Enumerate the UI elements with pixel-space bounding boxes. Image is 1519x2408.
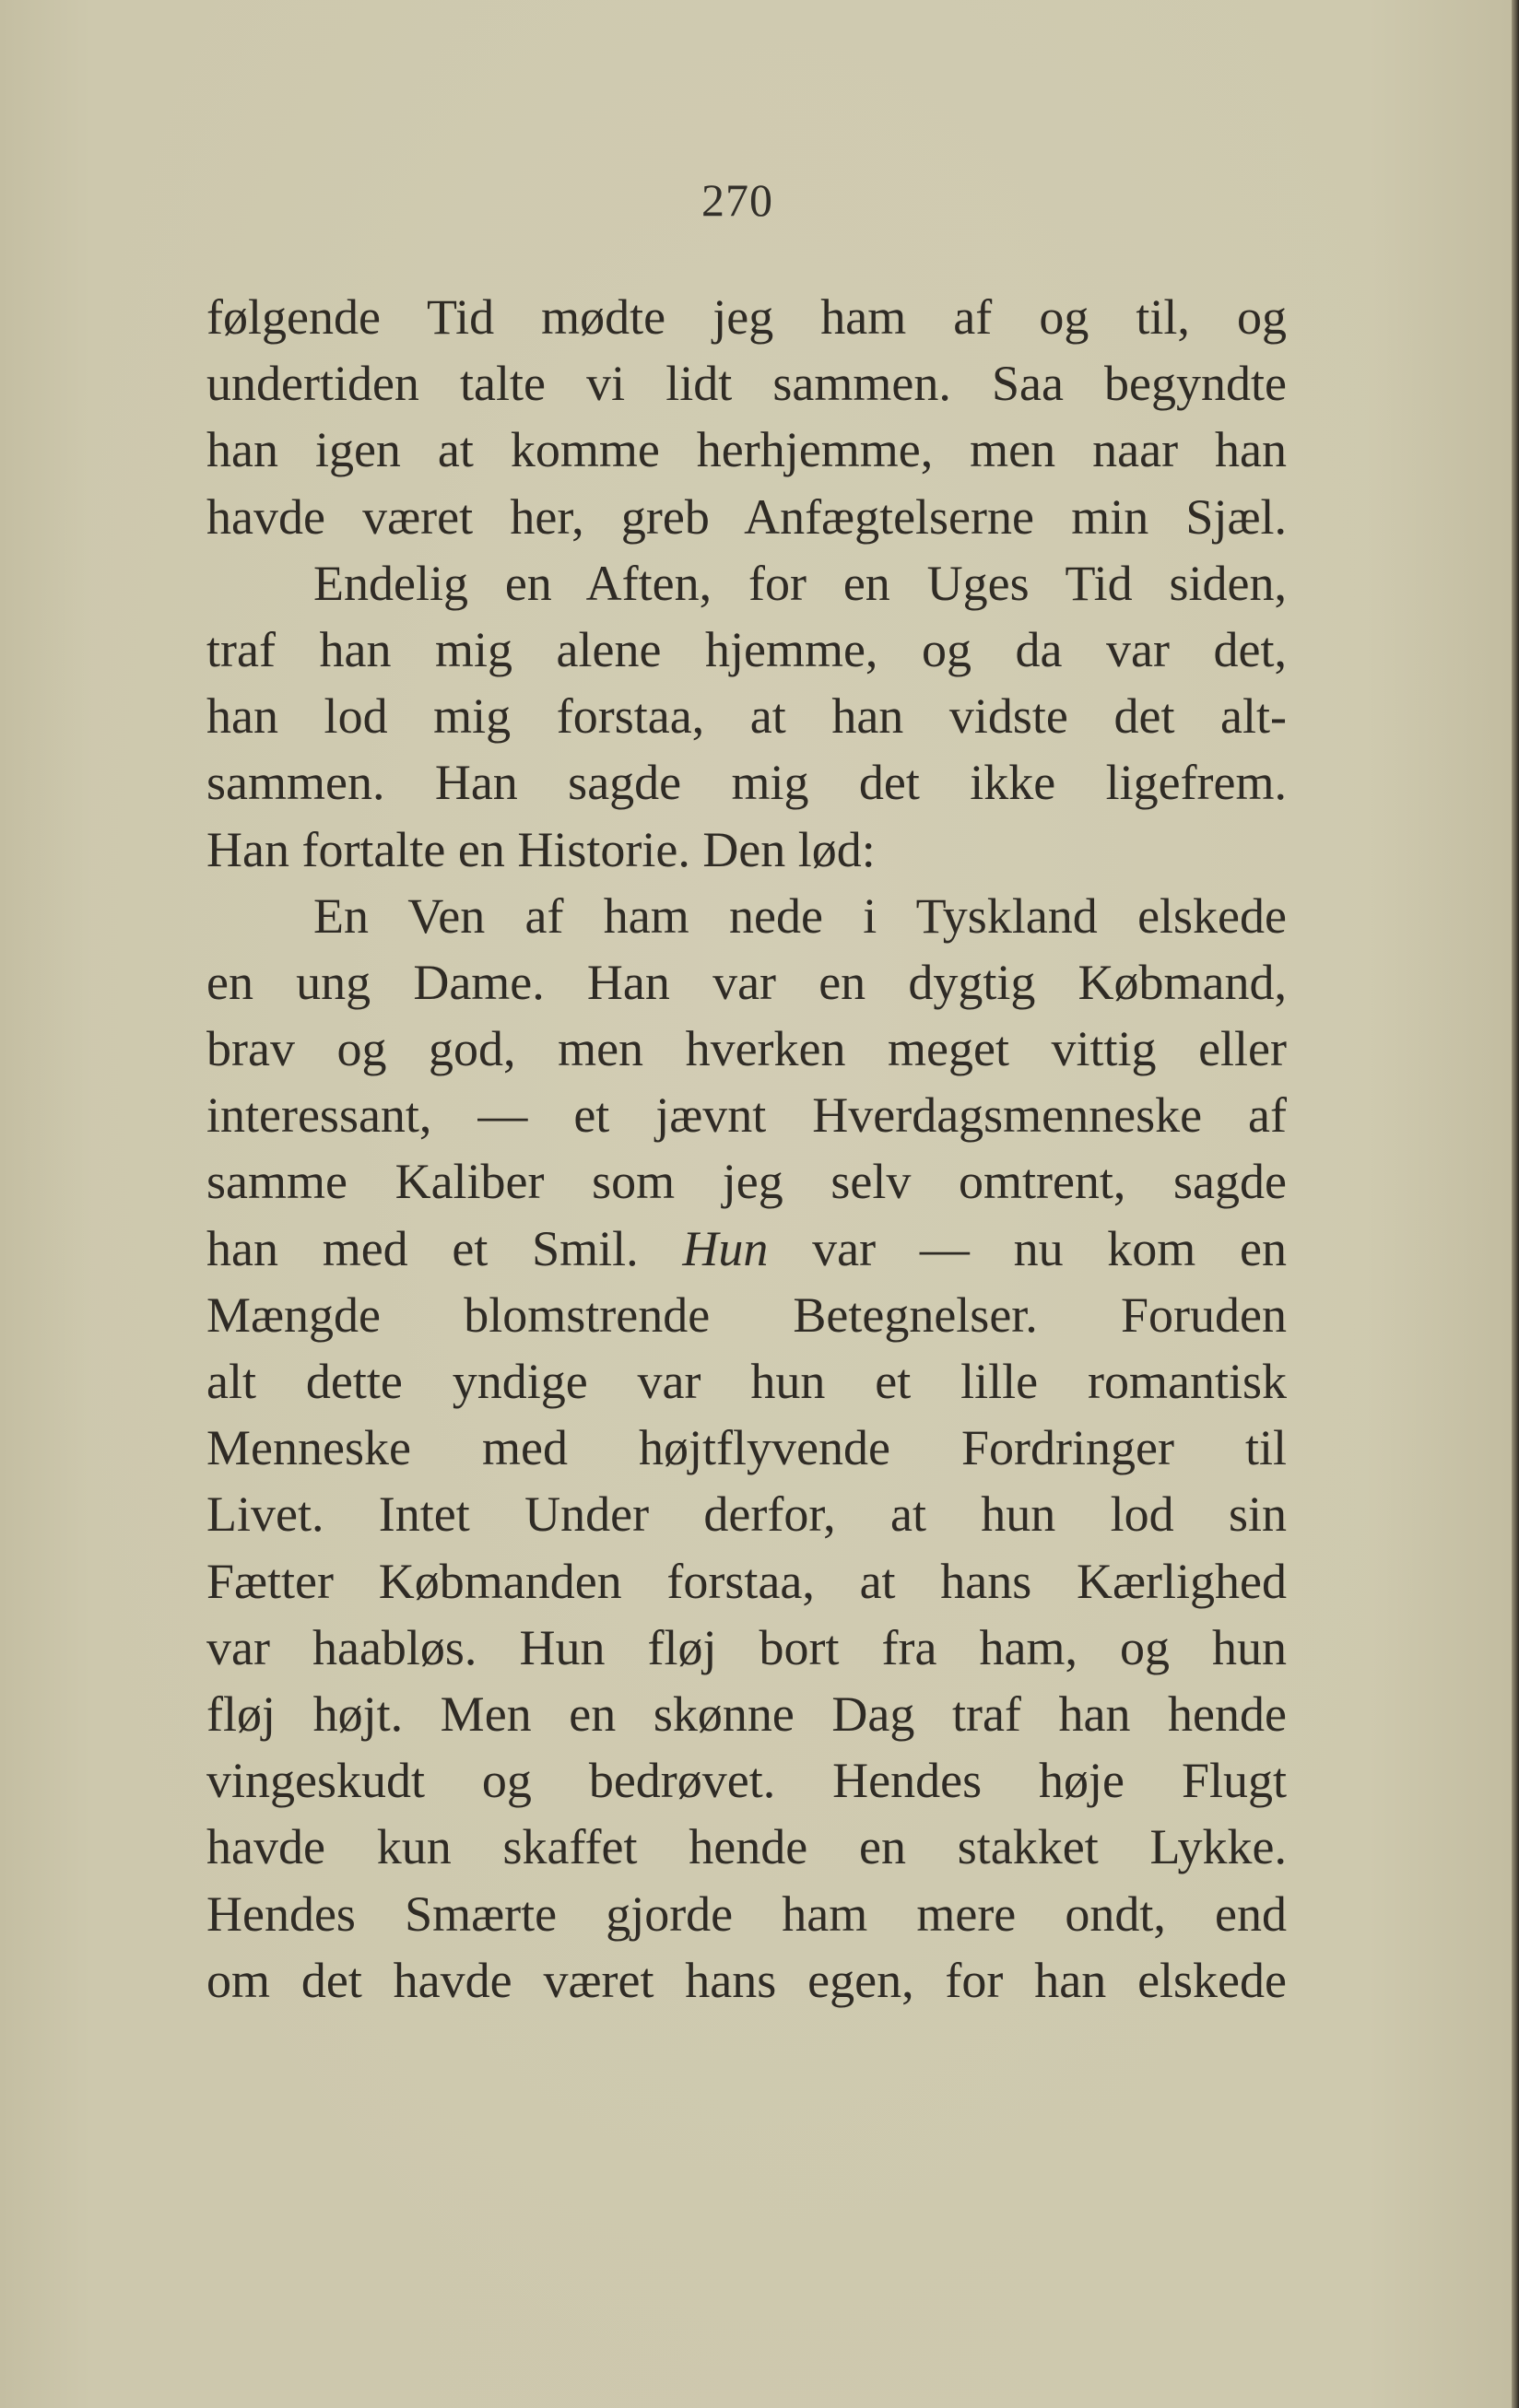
text-line: brav og god, men hverken meget vittig eller [206, 1021, 1287, 1077]
text-line: interessant, — et jævnt Hverdagsmenneske af [206, 1087, 1287, 1144]
text-line: følgende Tid mødte jeg ham af og til, og [206, 289, 1287, 345]
text-line: alt dette yndige var hun et lille romantisk [206, 1354, 1287, 1409]
page-edge [1512, 0, 1519, 2408]
body-text [206, 284, 1287, 2014]
text-line: Mængde blomstrende Betegnelser. Foruden [206, 1286, 1287, 1343]
text-line: samme Kaliber som jeg selv omtrent, sagde [206, 1154, 1287, 1210]
text-line: han igen at komme herhjemme, men naar han [206, 422, 1287, 478]
text-line: en ung Dame. Han var en dygtig Købmand, [206, 954, 1287, 1010]
text-line: havde kun skaffet hende en stakket Lykke. [206, 1819, 1287, 1875]
text-line: traf han mig alene hjemme, og da var det, [206, 621, 1287, 677]
text-line: fløj højt. Men en skønne Dag traf han hende [206, 1686, 1287, 1742]
text-line: var haabløs. Hun fløj bort fra ham, og hun [206, 1619, 1287, 1675]
text-segment: han med et Smil. [206, 1220, 683, 1276]
text-line: vingeskudt og bedrøvet. Hendes høje Flugt [206, 1753, 1287, 1809]
text-line: sammen. Han sagde mig det ikke ligefrem. [206, 755, 1287, 811]
text-line: Livet. Intet Under derfor, at hun lod sin [206, 1486, 1287, 1543]
text-line: om det havde været hans egen, for han elskede [206, 1952, 1287, 2008]
text-line: undertiden talte vi lidt sammen. Saa begyndte [206, 356, 1287, 412]
text-segment: var — nu kom en [768, 1220, 1287, 1276]
text-line: han lod mig forstaa, at han vidste det alt- [206, 688, 1287, 745]
text-line: Menneske med højtflyvende Fordringer til [206, 1420, 1287, 1476]
text-line: Fætter Købmanden forstaa, at hans Kærlighed [206, 1553, 1287, 1609]
page-number: 270 [701, 174, 773, 226]
italic-word: Hun [682, 1220, 769, 1276]
text-line: Endelig en Aften, for en Uges Tid siden, [313, 555, 1287, 611]
text-line: havde været her, greb Anfægtelserne min Sjæl. [206, 488, 1287, 545]
text-line: Han fortalte en Historie. Den lød: [206, 821, 876, 877]
text-line: Hendes Smærte gjorde ham mere ondt, end [206, 1885, 1287, 1942]
text-line-with-italic [206, 1216, 1287, 1282]
text-line: En Ven af ham nede i Tyskland elskede [313, 887, 1287, 944]
